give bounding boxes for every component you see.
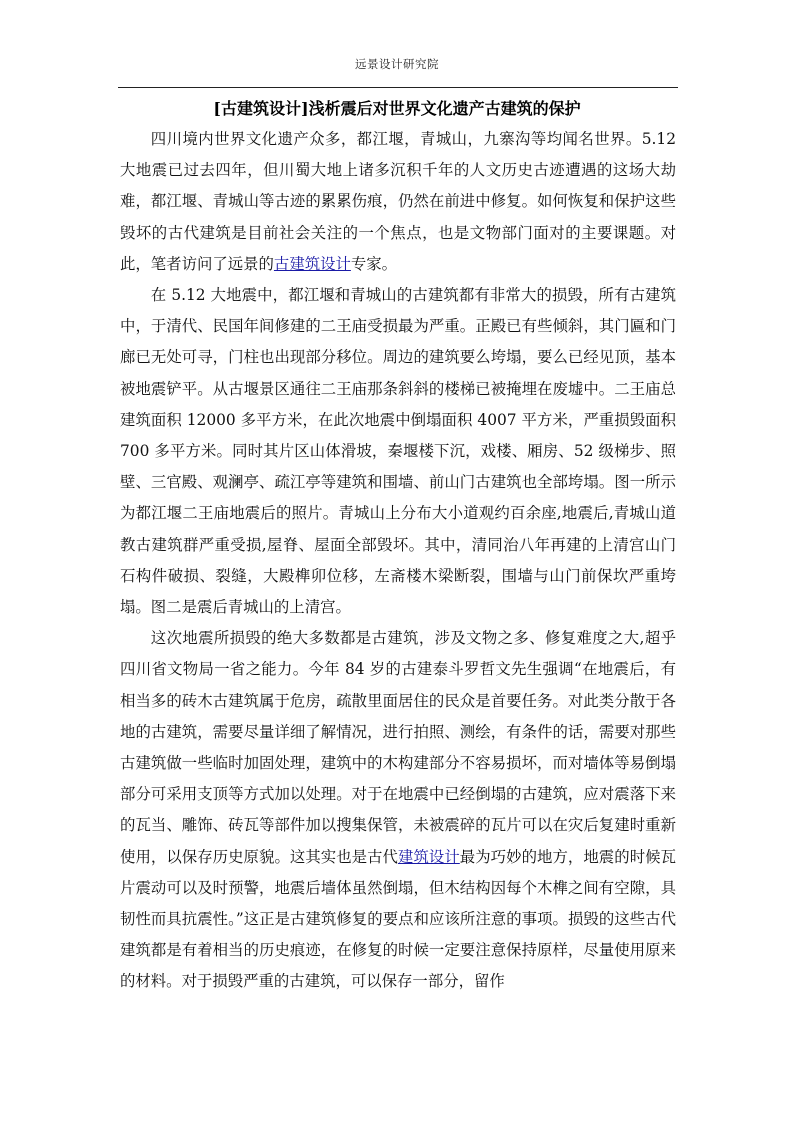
paragraph-3-text-before: 这次地震所损毁的绝大多数都是古建筑，涉及文物之多、修复难度之大,超乎四川省文物局一省之能力。今年 84 岁的古建泰斗罗哲文先生强调“在地震后，有相当多的砖木古建筑属于危房，疏散里面居住的民众是首要任务。对此类分散于各地的古建筑，需要尽量详细了解情况，进行拍照、测绘，有条件的话，需要对那些古建筑做一些临时加固处理，建筑中的木构建部分不容易损坏，而对墙体等易倒塌部分可采用支顶等方式加以处理。对于在地震中已经倒塌的古建筑，应对震落下来的瓦当、雕饰、砖瓦等部件加以搜集保管，未被震碎的瓦片可以在灾后复建时重新使用，以保存历史原貌。这其实也是古代 [120, 629, 676, 866]
document-title: [古建筑设计]浅析震后对世界文化遗产古建筑的保护 [213, 99, 581, 118]
paragraph-3 [120, 623, 676, 997]
link-architecture-design[interactable]: 建筑设计 [398, 847, 460, 866]
paragraph-2: 在 5.12 大地震中，都江堰和青城山的古建筑都有非常大的损毁，所有古建筑中，于清代、民国年间修建的二王庙受损最为严重。正殿已有些倾斜，其门匾和门廊已无处可寻，门柱也出现部分移位。周边的建筑要么垮塌，要么已经见顶，基本被地震铲平。从古堰景区通往二王庙那条斜斜的楼梯已被掩埋在废墟中。二王庙总建筑面积 12000 多平方米，在此次地震中倒塌面积 4007 平方米，严重损毁面积 700 多平方米。同时其片区山体滑坡，秦堰楼下沉，戏楼、厢房、52 级梯步、照壁、三官殿、观澜亭、疏江亭等建筑和围墙、前山门古建筑也全部垮塌。图一所示为都江堰二王庙地震后的照片。青城山上分布大小道观约百余座,地震后,青城山道教古建筑群严重受损,屋脊、屋面全部毁坏。其中，清同治八年再建的上清宫山门石构件破损、裂缝，大殿榫卯位移，左斋楼木梁断裂，围墙与山门前保坎严重垮塌。图二是震后青城山的上清宫。 [120, 286, 676, 617]
paragraph-1 [120, 124, 676, 280]
paragraph-3-text-after: 最为巧妙的地方，地震的时候瓦片震动可以及时预警，地震后墙体虽然倒塌，但木结构因每个木榫之间有空隙，具韧性而具抗震性。”这正是古建筑修复的要点和应该所注意的事项。损毁的这些古代建筑都是有着相当的历史痕迹，在修复的时候一定要注意保持原样，尽量使用原来的材料。对于损毁严重的古建筑，可以保存一部分，留作 [120, 847, 676, 991]
paragraph-1-text-after: 专家。 [350, 254, 398, 273]
page-header-org: 远景设计研究院 [355, 57, 439, 71]
header-divider [118, 87, 678, 88]
paragraph-1-text-before: 四川境内世界文化遗产众多，都江堰，青城山，九寨沟等均闻名世界。5.12大地震已过去四年，但川蜀大地上诸多沉积千年的人文历史古迹遭遇的这场大劫难，都江堰、青城山等古迹的累累伤痕，仍然在前进中修复。如何恢复和保护这些毁坏的古代建筑是目前社会关注的一个焦点，也是文物部门面对的主要课题。对此，笔者访问了远景的 [120, 130, 676, 273]
link-ancient-architecture-design[interactable]: 古建筑设计 [273, 254, 351, 273]
document-body [120, 124, 676, 998]
